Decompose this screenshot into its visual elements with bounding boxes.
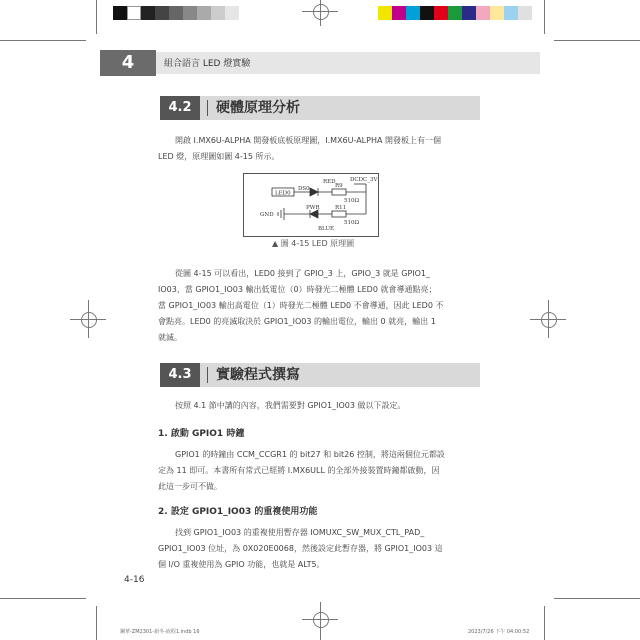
- color-swatch: [504, 6, 518, 20]
- color-swatch: [462, 6, 476, 20]
- para2-line-2: IO03，當 GPIO1_IO03 輸出低電位（0）時發光二極體 LED0 就會導通點亮；: [158, 285, 437, 294]
- gray-swatch: [141, 6, 155, 20]
- crop-line: [548, 300, 549, 338]
- crop-line: [88, 300, 89, 338]
- color-swatch: [378, 6, 392, 20]
- gray-swatch: [113, 6, 127, 20]
- trim-line: [544, 606, 545, 640]
- color-swatch: [392, 6, 406, 20]
- section-divider: [207, 100, 208, 116]
- registration-mark-top: [313, 4, 329, 20]
- crop-line: [320, 602, 321, 640]
- footer-timestamp: 2023/7/26 下午 04:00:52: [468, 629, 530, 635]
- para2-line-4: 會點亮。LED0 的亮滅取決於 GPIO1_IO03 的輸出電位，輸出 0 就亮，輸出 1: [158, 317, 436, 326]
- section-number: 4.2: [160, 96, 200, 120]
- gray-swatch: [211, 6, 225, 20]
- heading-enable-gpio1-clock: 1. 啟動 GPIO1 時鐘: [158, 429, 245, 439]
- trim-line: [96, 0, 97, 34]
- color-swatch: [420, 6, 434, 20]
- section-number: 4.3: [160, 363, 200, 387]
- label-led0: LED0: [275, 190, 291, 197]
- trim-line: [96, 606, 97, 640]
- crop-line: [302, 619, 338, 620]
- color-swatch: [434, 6, 448, 20]
- figure-caption: ▲ 圖 4-15 LED 原理圖: [272, 239, 355, 248]
- para4-line-2: 定為 11 即可。本書所有常式已經將 I.MX6ULL 的全部外接裝置時鐘都啟動，因: [158, 466, 440, 475]
- section-title: 實驗程式撰寫: [216, 367, 300, 383]
- label-r11: R11: [335, 205, 347, 211]
- intro-line-2: LED 燈，原理圖如圖 4-15 所示。: [158, 152, 280, 161]
- label-pwr: PWR: [306, 205, 320, 211]
- gray-swatch: [183, 6, 197, 20]
- label-r11-value: 510Ω: [344, 220, 360, 226]
- section-divider: [207, 367, 208, 383]
- led-blue-symbol: [310, 210, 318, 218]
- resistor-r11: [332, 211, 346, 217]
- gray-swatch: [127, 6, 141, 20]
- crop-line: [320, 0, 321, 26]
- para4-line-1: GPIO1 的時鐘由 CCM_CCGR1 的 bit27 和 bit26 控制，將這兩個位元都設: [175, 450, 445, 459]
- label-gnd: GND: [260, 212, 274, 218]
- page-number: 4-16: [124, 575, 145, 585]
- gray-swatch: [225, 6, 239, 20]
- section-header-4-2: [160, 96, 480, 120]
- para2-line-5: 就滅。: [158, 333, 182, 342]
- resistor-r9: [332, 189, 346, 195]
- color-swatch: [448, 6, 462, 20]
- para2-line-1: 從圖 4-15 可以看出，LED0 接到了 GPIO_3 上，GPIO_3 就是 GPIO1_: [175, 269, 431, 278]
- trim-line: [554, 598, 640, 599]
- section-title: 硬體原理分析: [216, 100, 300, 116]
- gray-swatch: [155, 6, 169, 20]
- label-ds0: DS0: [298, 186, 310, 192]
- color-calibration-bar-cmyk: [378, 6, 532, 20]
- footer-file-info: 鋼華-ZM2301-新冬-嵌程1.indb 16: [120, 629, 200, 635]
- color-calibration-bar-gray: [113, 6, 239, 20]
- para3: 按照 4.1 節中講的內容，我們需要對 GPIO1_IO03 做以下設定。: [175, 401, 406, 410]
- crop-line: [302, 11, 338, 12]
- color-swatch: [518, 6, 532, 20]
- para4-line-3: 此這一步可不做。: [158, 482, 222, 491]
- registration-mark-right: [541, 312, 557, 328]
- chapter-number: 4: [100, 50, 156, 76]
- para5-line-1: 找到 GPIO1_IO03 的重複使用暫存器 IOMUXC_SW_MUX_CTL_PAD_: [175, 528, 425, 537]
- para5-line-2: GPIO1_IO03 位址，為 0X020E0068，然後設定此暫存器，將 GPIO1_IO03 這: [158, 544, 443, 553]
- registration-mark-left: [81, 312, 97, 328]
- registration-mark-bottom: [313, 612, 329, 628]
- heading-gpio-mux: 2. 設定 GPIO1_IO03 的重複使用功能: [158, 507, 318, 517]
- led-red-symbol: [310, 188, 318, 196]
- label-r9-value: 510Ω: [344, 198, 360, 204]
- label-r9: R9: [335, 183, 343, 189]
- led-schematic: [243, 173, 379, 237]
- para2-line-3: 當 GPIO1_IO03 輸出高電位（1）時發光二極體 LED0 不會導通，因此 LED0 不: [158, 301, 444, 310]
- led-schematic-drawing: [244, 174, 378, 236]
- trim-line: [554, 40, 640, 41]
- label-blue: BLUE: [318, 226, 335, 232]
- gray-swatch: [197, 6, 211, 20]
- gray-swatch: [169, 6, 183, 20]
- color-swatch: [476, 6, 490, 20]
- trim-line: [0, 598, 86, 599]
- chapter-title: 組合語言 LED 燈實驗: [164, 59, 251, 69]
- color-swatch: [490, 6, 504, 20]
- para5-line-3: 個 I/O 重複使用為 GPIO 功能，也就是 ALT5。: [158, 560, 325, 569]
- trim-line: [0, 40, 86, 41]
- section-header-4-3: [160, 363, 480, 387]
- color-swatch: [406, 6, 420, 20]
- intro-line-1: 開啟 I.MX6U-ALPHA 開發板底板原理圖，I.MX6U-ALPHA 開發板上有一個: [175, 136, 441, 145]
- trim-line: [544, 0, 545, 34]
- label-dcdc: DCDC_3V3: [350, 177, 378, 183]
- label-red: RED: [323, 179, 336, 185]
